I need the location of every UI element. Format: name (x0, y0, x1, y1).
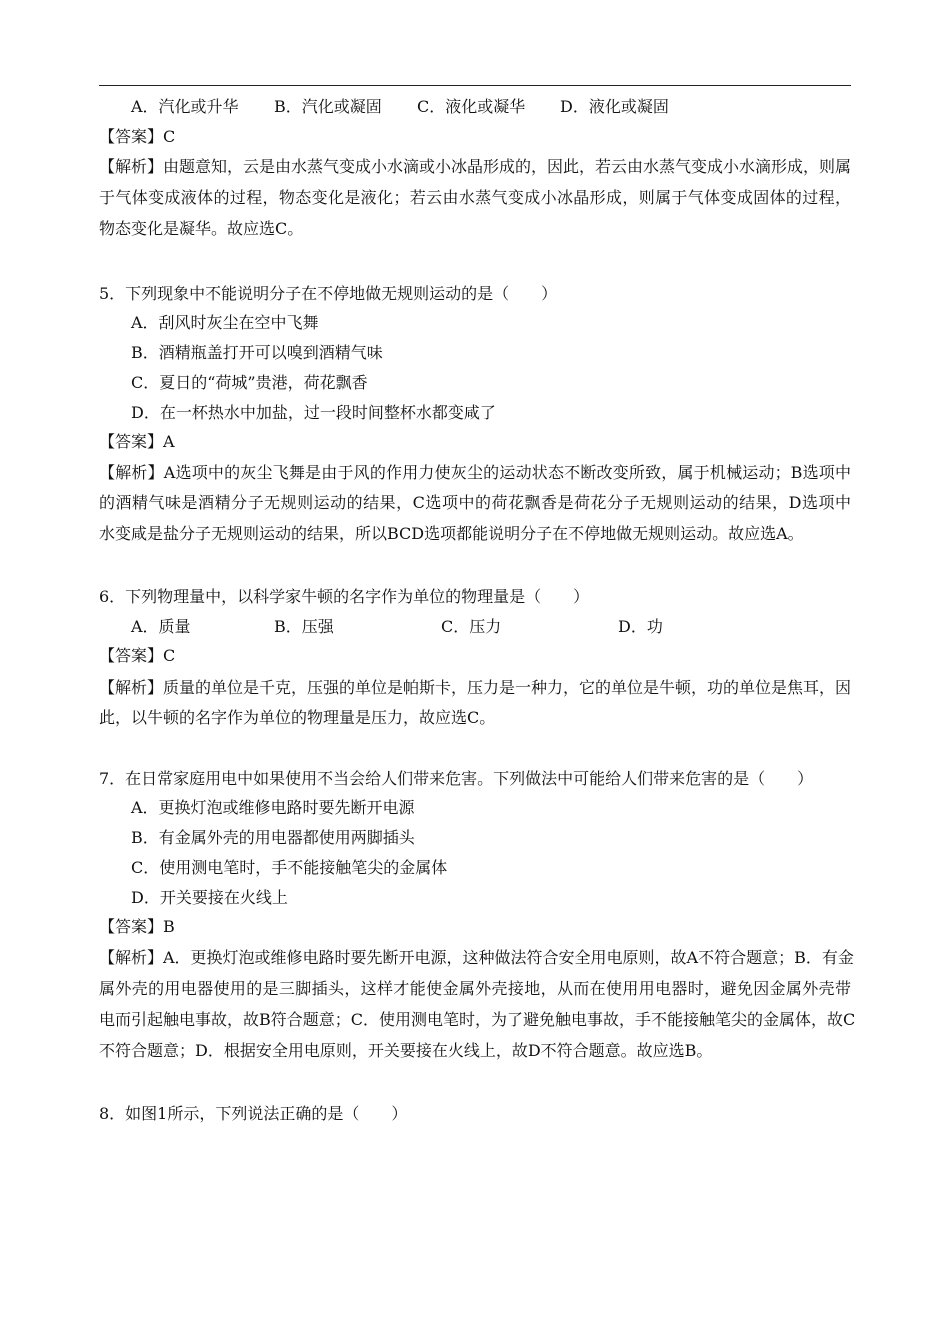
q7-option-d: D．开关要接在火线上 (131, 888, 288, 907)
q4-option-b: B．汽化或凝固 (274, 97, 382, 116)
q4-option-a: A．汽化或升华 (131, 97, 239, 116)
q5-option-b: B．酒精瓶盖打开可以嗅到酒精气味 (131, 343, 383, 362)
q4-option-d: D．液化或凝固 (560, 97, 669, 116)
header-rule (99, 85, 851, 86)
q7-analysis-line-3: 电而引起触电事故，故B符合题意；C．使用测电笔时，为了避免触电事故，手不能接触笔尖的金属体，故C (99, 1010, 856, 1029)
q7-option-a: A．更换灯泡或维修电路时要先断开电源 (131, 798, 415, 817)
q7-answer: 【答案】B (99, 917, 175, 936)
q7-option-c: C．使用测电笔时，手不能接触笔尖的金属体 (131, 858, 448, 877)
q5-analysis-line-1: 【解析】A选项中的灰尘飞舞是由于风的作用力使灰尘的运动状态不断改变所致，属于机械运动；B选项中 (99, 463, 851, 482)
q5-answer: 【答案】A (99, 432, 175, 451)
q7-analysis-line-4: 不符合题意；D．根据安全用电原则，开关要接在火线上，故D不符合题意。故应选B。 (99, 1041, 713, 1060)
q4-option-c: C．液化或凝华 (417, 97, 526, 116)
q4-answer: 【答案】C (99, 127, 176, 146)
q4-analysis-line-3: 物态变化是凝华。故应选C。 (99, 219, 304, 238)
q6-stem: 6．下列物理量中，以科学家牛顿的名字作为单位的物理量是（ ） (99, 587, 590, 606)
q4-analysis-line-2: 于气体变成液体的过程，物态变化是液化；若云由水蒸气变成小冰晶形成，则属于气体变成固体的过程， (99, 188, 851, 207)
q7-stem: 7．在日常家庭用电中如果使用不当会给人们带来危害。下列做法中可能给人们带来危害的是（ ） (99, 769, 814, 788)
q6-analysis-line-2: 此，以牛顿的名字作为单位的物理量是压力，故应选C。 (99, 708, 496, 727)
q7-option-b: B．有金属外壳的用电器都使用两脚插头 (131, 828, 415, 847)
q5-analysis-line-2: 的酒精气味是酒精分子无规则运动的结果，C选项中的荷花飘香是荷花分子无规则运动的结果，D选项中 (99, 493, 851, 512)
q6-option-d: D．功 (618, 617, 663, 636)
q6-answer: 【答案】C (99, 646, 176, 665)
q5-option-a: A．刮风时灰尘在空中飞舞 (131, 313, 319, 332)
q6-option-b: B．压强 (274, 617, 334, 636)
q8-stem: 8．如图1所示，下列说法正确的是（ ） (99, 1104, 408, 1123)
q4-analysis-line-1: 【解析】由题意知，云是由水蒸气变成小水滴或小冰晶形成的，因此，若云由水蒸气变成小水滴形成，则属 (99, 157, 852, 176)
q7-analysis-line-2: 属外壳的用电器使用的是三脚插头，这样才能使金属外壳接地，从而在使用用电器时，避免因金属外壳带 (99, 979, 851, 998)
q5-option-d: D．在一杯热水中加盐，过一段时间整杯水都变咸了 (131, 403, 496, 422)
q5-analysis-line-3: 水变咸是盐分子无规则运动的结果，所以BCD选项都能说明分子在不停地做无规则运动。故应选A。 (99, 524, 804, 543)
q6-analysis-line-1: 【解析】质量的单位是千克，压强的单位是帕斯卡，压力是一种力，它的单位是牛顿，功的单位是焦耳，因 (99, 678, 852, 697)
q6-option-c: C．压力 (441, 617, 502, 636)
q6-option-a: A．质量 (131, 617, 191, 636)
q5-option-c: C．夏日的“荷城”贵港，荷花飘香 (131, 373, 368, 392)
q7-analysis-line-1: 【解析】A．更换灯泡或维修电路时要先断开电源，这种做法符合安全用电原则，故A不符合题意；B．有金 (99, 948, 854, 967)
q5-stem: 5．下列现象中不能说明分子在不停地做无规则运动的是（ ） (99, 284, 558, 303)
